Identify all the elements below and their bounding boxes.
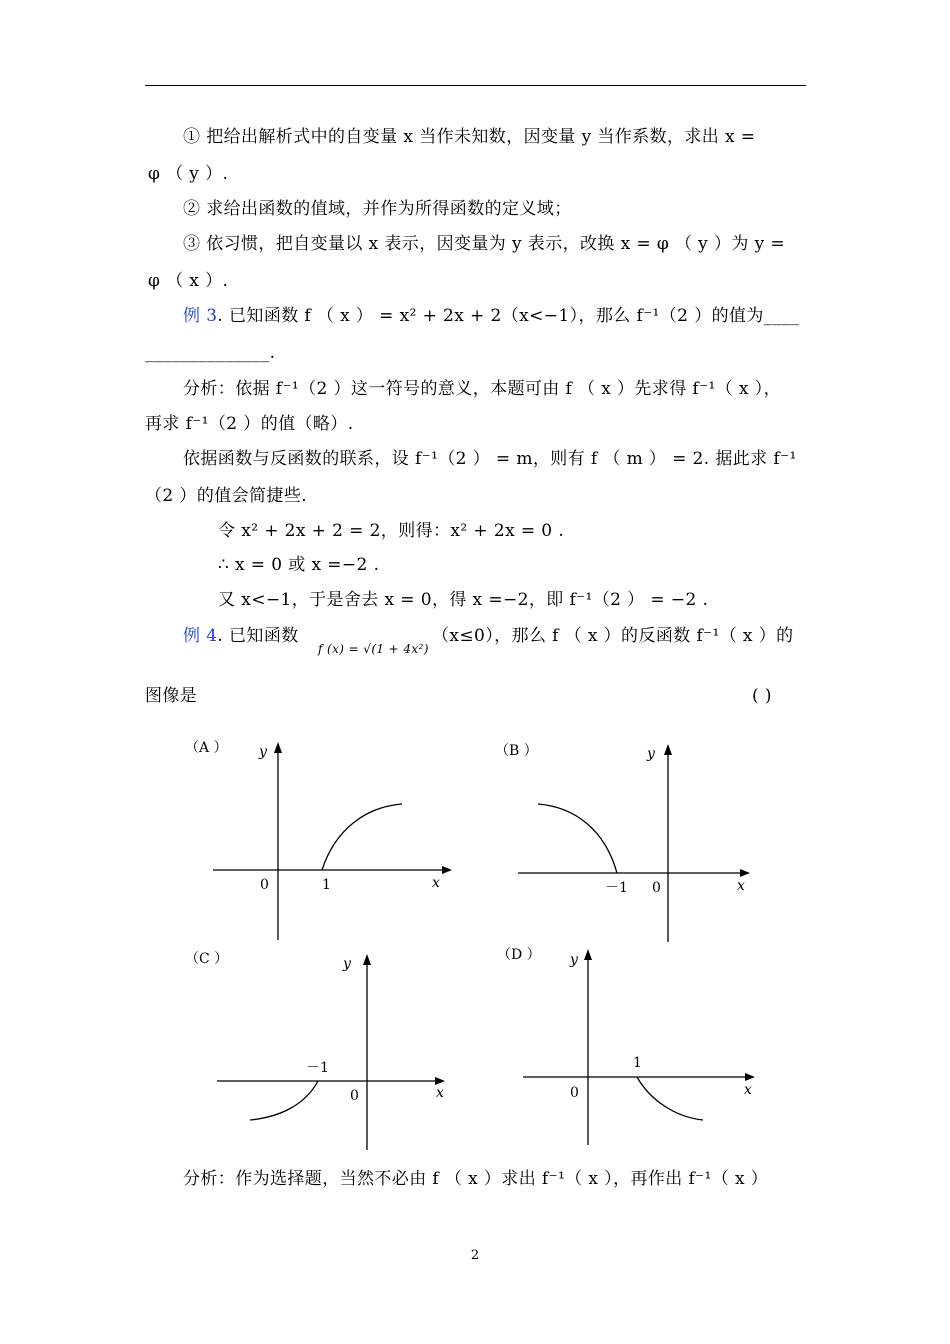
graph-c-curve — [250, 1081, 318, 1120]
example-4-text-a: . 已知函数 — [217, 626, 299, 646]
analysis-line-4: （2 ）的值会简捷些. — [145, 486, 308, 506]
graph-d-label: （D ） — [497, 947, 541, 963]
graph-c-y-label: y — [343, 956, 351, 972]
graph-b-origin: 0 — [652, 880, 661, 896]
example-3-text: . 已知函数 f （ x ） = x² + 2x + 2（x<−1），那么 f⁻¹（2 ）的值为____ — [217, 306, 800, 326]
graph-b-y-label: y — [647, 746, 655, 762]
graph-d — [490, 940, 770, 1150]
graph-d-curve — [637, 1077, 703, 1120]
graph-a — [180, 735, 460, 945]
analysis-line-2: 再求 f⁻¹（2 ）的值（略）. — [145, 414, 354, 434]
step-1-line: ① 把给出解析式中的自变量 x 当作未知数，因变量 y 当作系数，求出 x = — [183, 127, 756, 147]
graph-a-tick: 1 — [322, 877, 331, 893]
example-4-line — [183, 625, 299, 647]
answer-parentheses: ( ) — [752, 686, 772, 706]
solve-line-3: 又 x<−1，于是舍去 x = 0，得 x =−2，即 f⁻¹（2 ） = −2 . — [218, 590, 709, 610]
graph-c-tick: －1 — [306, 1060, 329, 1076]
graph-a-label: （A ） — [185, 740, 228, 756]
example-3-line — [183, 305, 799, 327]
example-4-continuation: 图像是 — [145, 686, 198, 706]
graph-b-x-label: x — [737, 878, 745, 894]
graph-b — [490, 735, 770, 945]
page-number: 2 — [470, 1248, 480, 1263]
solve-line-2: ∴ x = 0 或 x =−2 . — [218, 555, 380, 575]
graph-b-label: （B ） — [495, 743, 538, 759]
graph-a-y-label: y — [259, 744, 267, 760]
analysis-ex4-line: 分析：作为选择题，当然不必由 f （ x ）求出 f⁻¹（ x ），再作出 f⁻¹（ x ） — [183, 1169, 769, 1189]
graph-b-curve — [538, 804, 617, 873]
graph-d-tick: 1 — [633, 1055, 642, 1071]
example-3-blank: ______________. — [145, 343, 276, 363]
graph-c-origin: 0 — [350, 1088, 359, 1104]
graph-d-origin: 0 — [570, 1085, 579, 1101]
analysis-line-3: 依据函数与反函数的联系，设 f⁻¹（2 ） = m，则有 f （ m ） = 2. 据此求 f⁻¹ — [183, 449, 797, 469]
step-3-continuation: φ （ x ）. — [148, 271, 229, 291]
graph-c-x-label: x — [436, 1085, 444, 1101]
analysis-line-1: 分析：依据 f⁻¹（2 ）这一符号的意义，本题可由 f （ x ）先求得 f⁻¹（ x ）， — [183, 379, 781, 399]
step-1-continuation: φ （ y ）. — [148, 164, 229, 184]
graph-a-origin: 0 — [260, 877, 269, 893]
example-4-label: 例 4 — [183, 626, 218, 646]
graph-b-tick: －1 — [605, 880, 628, 896]
step-3-line: ③ 依习惯，把自变量以 x 表示，因变量为 y 表示，改换 x = φ （ y ）为 y = — [183, 234, 786, 254]
step-2-line: ② 求给出函数的值域，并作为所得函数的定义域； — [183, 199, 572, 219]
example-3-label: 例 3 — [183, 306, 218, 326]
header-rule — [145, 85, 806, 86]
example-4-text-b: （x≤0），那么 f （ x ）的反函数 f⁻¹（ x ）的 — [432, 626, 794, 646]
graph-d-x-label: x — [744, 1082, 752, 1098]
graph-c — [180, 945, 460, 1155]
example-4-formula: f (x) = √(1 + 4x²) — [318, 642, 429, 656]
graph-a-curve — [322, 804, 402, 870]
graph-a-x-label: x — [432, 875, 440, 891]
graph-c-label: （C ） — [185, 951, 229, 967]
solve-line-1: 令 x² + 2x + 2 = 2，则得：x² + 2x = 0 . — [218, 521, 565, 541]
graph-d-y-label: y — [570, 952, 578, 968]
